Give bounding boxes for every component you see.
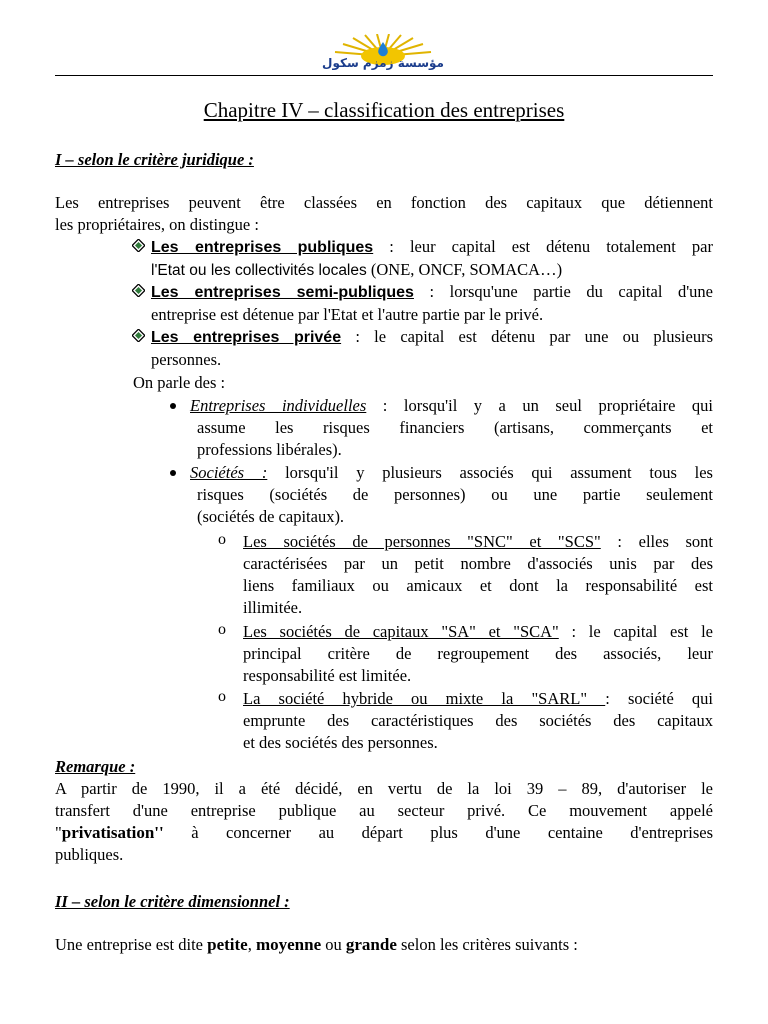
item-text: risques (sociétés de personnes) ou une partie seulement [197,485,713,504]
item-text: (ONE, ONCF, SOMACA…) [366,260,563,279]
item-text: professions libérales). [197,440,342,459]
logo-text: مؤسسة زمزم سكول [322,56,444,70]
remarque-heading: Remarque : [55,757,136,776]
quote-mark: " [55,823,62,842]
intro-paragraph [55,192,713,236]
circle-bullet: o [218,531,226,548]
subitem-capitaux [243,621,713,687]
section2-text: ou [321,935,346,954]
item-text: : lorsqu'une partie du capital d'une [413,282,714,301]
page-title: Chapitre IV – classification des entreprises [203,98,565,122]
logo [303,34,463,74]
intro-line1: Les entreprises peuvent être classées en fonction des capitaux que détiennent [55,193,713,212]
intro-line2: les propriétaires, on distingue : [55,215,259,234]
section2-text: selon les critères suivants : [396,935,578,954]
remarque-line: A partir de 1990, il a été décidé, en vertu de la loi 39 – 89, d'autoriser le [55,779,713,798]
circle-bullet: o [218,621,226,638]
item-text: : le capital est détenu par une ou plusieurs [341,327,714,346]
item-text: : leur capital est détenu totalement par [373,237,714,256]
diamond-bullet-icon [132,329,145,342]
subitem-sarl [243,688,713,754]
term-grande: grande [345,935,397,954]
item-text: et des sociétés des personnes. [243,733,438,752]
diamond-bullet-icon [132,284,145,297]
item-text: : lorsqu'il y a un seul propriétaire qui [366,396,714,415]
item-text: personnes. [151,350,222,369]
term-petite: petite [207,935,248,954]
item-text: : société qui [605,689,713,708]
section1-heading: I – selon le critère juridique : [55,150,254,169]
remarque-line: à concerner au départ plus d'une centaine d'entreprises [163,823,713,842]
term-capitaux: Les sociétés de capitaux "SA" et "SCA" [243,622,559,641]
header-rule [55,75,713,76]
privatisation-term: privatisation'' [61,823,164,842]
item-text: caractérisées par un petit nombre d'associés unis par des [243,554,713,573]
term-moyenne: moyenne [255,935,322,954]
term-individuelles: Entreprises individuelles [190,396,367,415]
bullet-item-societes [190,462,713,528]
item-text: (sociétés de capitaux). [197,507,345,526]
term-personnes: Les sociétés de personnes "SNC" et "SCS" [243,532,601,551]
bullet-dot [170,403,176,409]
term-sarl: La société hybride ou mixte la "SARL" [243,689,606,708]
section2-heading: II – selon le critère dimensionnel : [55,892,290,911]
remarque-paragraph [55,778,713,866]
item-text: entreprise est détenue par l'Etat et l'autre partie par le privé. [151,305,544,324]
section2-paragraph [55,934,713,956]
remarque-line: transfert d'une entreprise publique au secteur privé. Ce mouvement appelé [55,801,713,820]
bullet-dot [170,470,176,476]
subitem-personnes [243,531,713,619]
term-publiques: Les entreprises publiques [151,239,374,256]
term-societes: Sociétés : [190,463,268,482]
item-text-sans: l'Etat ou les collectivités locales [151,262,367,279]
bullet-item-individuelles [190,395,713,461]
item-text: responsabilité est limitée. [243,666,412,685]
term-privee: Les entreprises privée [151,329,342,346]
remarque-line: publiques. [55,845,124,864]
term-semi-publiques: Les entreprises semi-publiques [151,284,414,301]
circle-bullet: o [218,688,226,705]
item-text: : le capital est le [558,622,713,641]
list-item-semi-publiques [151,281,713,326]
item-text: lorsqu'il y plusieurs associés qui assument tous les [267,463,713,482]
item-text: illimitée. [243,598,303,617]
item-text: assume les risques financiers (artisans, commerçants et [197,418,713,437]
section2-text: , [247,935,256,954]
list-item-privee [151,326,713,371]
item-text: liens familiaux ou amicaux et dont la responsabilité est [243,576,713,595]
list-item-publiques [151,236,713,282]
item-text: : elles sont [600,532,714,551]
on-parle-label: On parle des : [133,373,226,392]
diamond-bullet-icon [132,239,145,252]
item-text: principal critère de regroupement des associés, leur [243,644,713,663]
section2-text: Une entreprise est dite [55,935,208,954]
item-text: emprunte des caractéristiques des sociétés des capitaux [243,711,713,730]
